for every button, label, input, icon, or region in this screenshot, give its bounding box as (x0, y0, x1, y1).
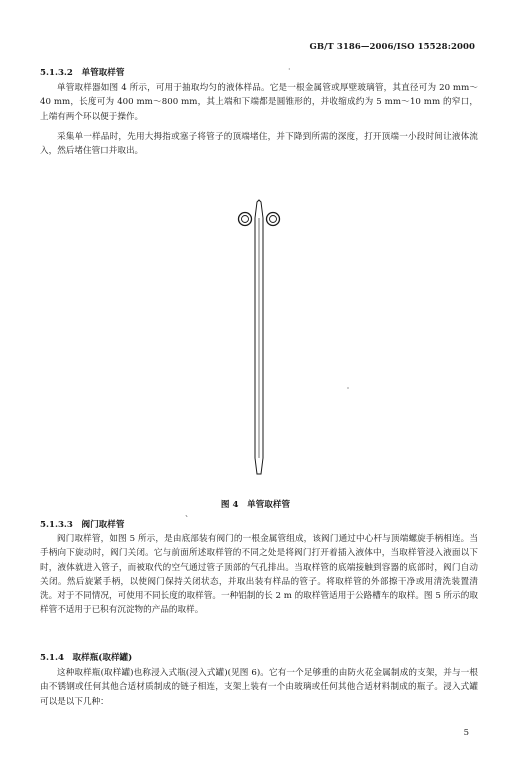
section-heading-5133: 5.1.3.3 阀门取样管 (40, 520, 125, 530)
tube-top-cone (255, 200, 263, 218)
paragraph-514-description: 这种取样瓶(取样罐)也称浸入式瓶(浸入式罐)(见图 6)。它有一个足够重的由防火花金属制成的支架，并与一根由不锈钢或任何其他合适材质制成的链子相连，支架上装有一个由玻璃或任何其他合适材料制成的瓶子。浸入式罐可以是以下几种： (40, 668, 478, 707)
page-number: 5 (463, 728, 469, 738)
figure-4-caption: 图 4 单管取样管 (220, 500, 291, 510)
scan-speck-dot (347, 387, 348, 388)
scan-speck: · (288, 65, 291, 74)
standard-header: GB/T 3186—2006/ISO 15528:2000 (309, 42, 475, 52)
left-handling-ring-inner (242, 216, 249, 223)
figure-4-single-tube-sampler (0, 176, 511, 501)
right-handling-ring-inner (270, 216, 277, 223)
right-handling-ring (267, 213, 280, 226)
section-heading-514: 5.1.4 取样瓶(取样罐) (40, 653, 133, 663)
section-heading-5132: 5.1.3.2 单管取样管 (40, 68, 125, 78)
sampler-tube-drawing (239, 200, 280, 474)
scan-speck: 、 (185, 509, 193, 518)
tube-bottom-cone (255, 458, 263, 474)
paragraph-5132-description: 单管取样器如图 4 所示，可用于抽取均匀的液体样品。它是一根金属管或厚壁玻璃管，其直径可为 20 mm～40 mm，长度可为 400 mm～800 mm，其上端和下端都是圆锥形的，并收缩成约为 5 mm～10 mm 的窄口，上端有两个环以便于操作。 (40, 83, 478, 122)
left-handling-ring (239, 213, 252, 226)
paragraph-5133-description: 阀门取样管，如图 5 所示，是由底部装有阀门的一根金属管组成，该阀门通过中心杆与顶端螺旋手柄相连。当手柄向下旋动时，阀门关闭。它与前面所述取样管的不同之处是将阀门打开着插入液体中，当取样管浸入液面以下时，液体就进入管子，而被取代的空气通过管子顶部的气孔排出。当取样管的底端接触到容器的底部时，阀门自动关闭。然后旋紧手柄，以使阀门保持关闭状态，并取出装有样品的管子。将取样管的外部擦干净或用清洗装置清洗。对于不同情况，可使用不同长度的取样管。一种铝制的长 2 m 的取样管适用于公路槽车的取样。图 5 所示的取样管不适用于已积有沉淀物的产品的取样。 (40, 534, 478, 616)
paragraph-5132-procedure: 采集单一样品时，先用大拇指或塞子将管子的顶端堵住，并下降到所需的深度，打开顶端一小段时间让液体流入，然后堵住管口并取出。 (40, 132, 478, 157)
